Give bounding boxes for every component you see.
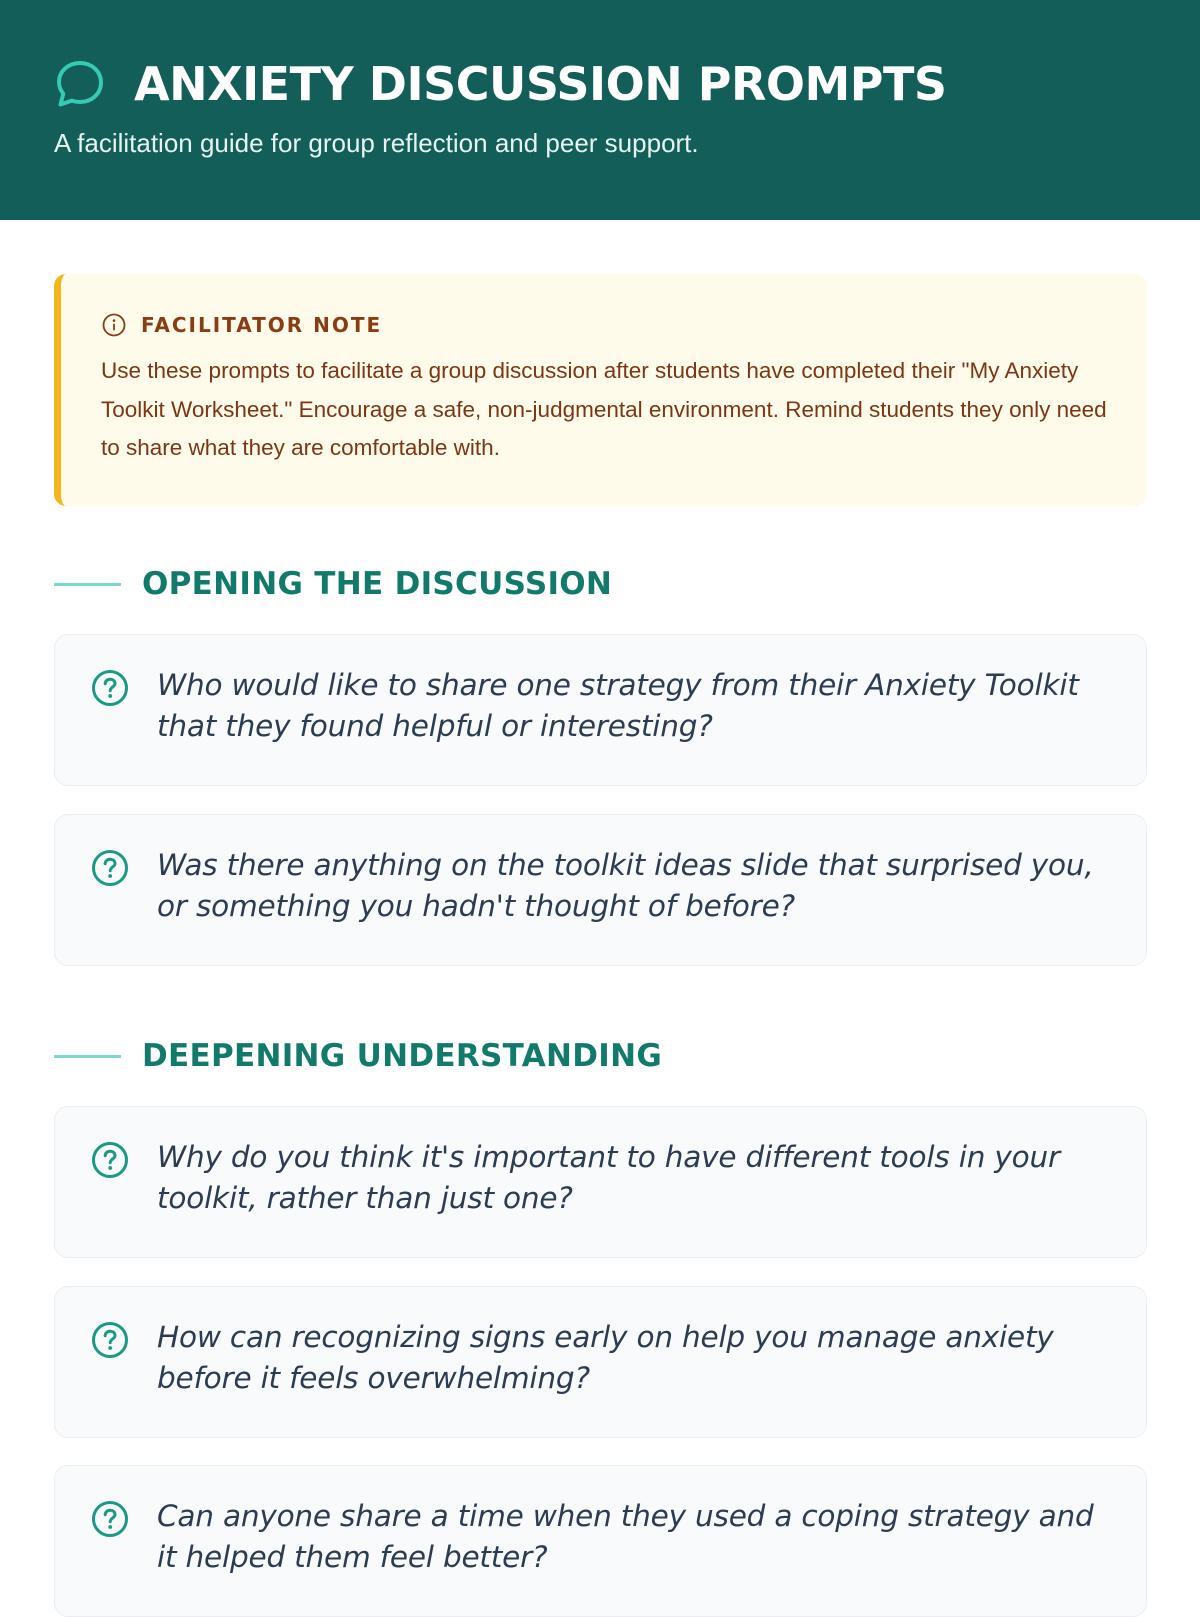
note-label: FACILITATOR NOTE xyxy=(141,313,383,337)
section-divider xyxy=(54,1055,121,1058)
facilitator-note xyxy=(54,274,1147,506)
info-icon xyxy=(101,312,127,338)
question-circle-icon xyxy=(91,669,129,707)
prompt-card xyxy=(54,1286,1147,1438)
prompt-text: How can recognizing signs early on help you manage anxiety before it feels overwhelming? xyxy=(157,1320,1054,1395)
prompt-card xyxy=(54,1465,1147,1617)
prompt-card xyxy=(54,1106,1147,1258)
note-text: Use these prompts to facilitate a group discussion after students have completed their "My Anxiety Toolkit Worksheet." Encourage a safe, non-judgmental environment. Remind students they only need to share what they are comfortable with. xyxy=(101,358,1107,460)
question-circle-icon xyxy=(91,1141,129,1179)
question-circle-icon xyxy=(91,849,129,887)
prompt-text: Was there anything on the toolkit ideas slide that surprised you, or something you hadn't thought of before? xyxy=(157,848,1094,923)
page-title: ANXIETY DISCUSSION PROMPTS xyxy=(134,57,947,111)
section-heading-deepening xyxy=(54,1036,1147,1076)
prompt-text: Can anyone share a time when they used a coping strategy and it helped them feel better? xyxy=(157,1499,1094,1574)
page-subtitle: A facilitation guide for group reflection and peer support. xyxy=(54,128,699,158)
section-title: DEEPENING UNDERSTANDING xyxy=(142,1038,663,1074)
title-row xyxy=(54,56,1146,112)
question-circle-icon xyxy=(91,1500,129,1538)
prompt-card xyxy=(54,634,1147,786)
prompt-text: Why do you think it's important to have different tools in your toolkit, rather than just one? xyxy=(157,1140,1060,1215)
prompt-card xyxy=(54,814,1147,966)
section-heading-opening xyxy=(54,564,1147,604)
speech-bubble-icon xyxy=(54,58,106,110)
section-divider xyxy=(54,583,121,586)
note-header xyxy=(101,312,1107,338)
section-title: OPENING THE DISCUSSION xyxy=(142,566,613,602)
page-header xyxy=(0,0,1200,220)
prompt-text: Who would like to share one strategy from their Anxiety Toolkit that they found helpful or interesting? xyxy=(157,668,1079,743)
question-circle-icon xyxy=(91,1321,129,1359)
